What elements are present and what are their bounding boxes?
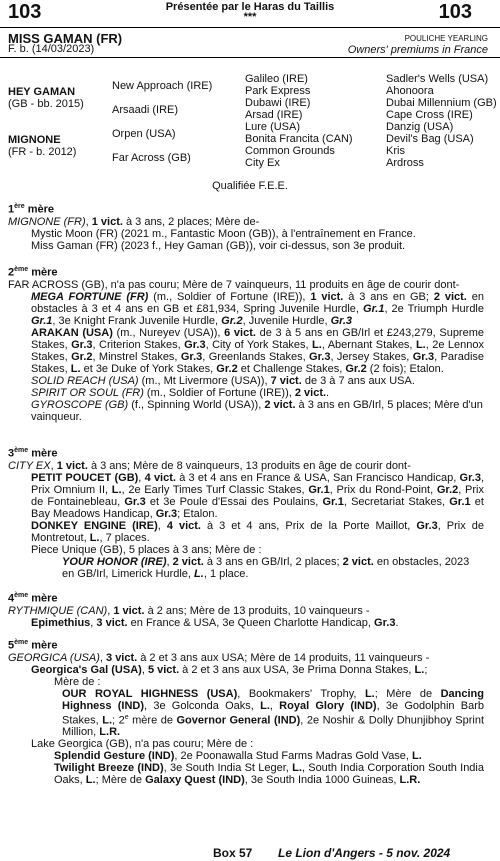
pedigree-g1-3: Far Across (GB) [112,152,191,164]
pedigree-g1-0: New Approach (IRE) [112,80,213,92]
footer-box: Box 57 [213,846,253,860]
produce-epimethius: Epimethius, 3 vict. en France & USA, 3e Queen Charlotte Handicap, Gr.3. [31,616,399,629]
sire-info: (GB - bb. 2015) [8,98,84,110]
section-heading-1: 1ère mère [8,203,54,216]
section-heading-4: 4ème mère [8,592,58,605]
produce-donkey-engine: DONKEY ENGINE (IRE), 4 vict. à 3 et 4 ans, Prix de la Porte Maillot, Gr.3, Prix de Montretout, L., 7 places. [31,519,484,544]
produce-spirit-or-soul: SPIRIT OR SOUL (FR) (m., Soldier of Fortune (IRE)), 2 vict.. [31,386,330,399]
section-first-dam [8,201,484,252]
section-fifth-dam [8,637,484,786]
pedigree-g2-2: Dubawi (IRE) [245,97,311,109]
lot-number-left: 103 [8,1,42,23]
section-fourth-dam [8,590,484,629]
section-second-dam [8,264,484,423]
pedigree-g2-3: Arsad (IRE) [245,109,303,121]
produce-gyroscope: GYROSCOPE (GB) (f., Spinning World (USA)), 2 vict. à 3 ans en GB/Irl, 5 places; Mère d'un vainqueur. [31,398,483,423]
pedigree-g2-5: Bonita Francita (CAN) [245,133,353,145]
fourth-dam-record: RYTHMIQUE (CAN), 1 vict. à 2 ans; Mère de 13 produits, 10 vainqueurs - [8,604,370,617]
pedigree-g3-2: Dubai Millennium (GB) [386,97,497,109]
sire-name: HEY GAMAN [8,86,76,98]
pedigree-g3-0: Sadler's Wells (USA) [386,73,489,85]
produce-your-honor: YOUR HONOR (IRE), 2 vict. à 3 ans en GB/Irl, 2 places; 2 vict. en obstacles, 2023 en GB/Irl, Limerick Hurdle, L., 1 place. [62,555,470,580]
produce-petit-poucet: PETIT POUCET (GB), 4 vict. à 3 et 4 ans en France & USA, San Francisco Handicap, Gr.3, Prix Omnium II, L., 2e Early Times Turf Classic Stakes, Gr.1, Prix du Rond-Point, Gr.2, Prix de Fontainebleau, Gr.3 et 3e Poule d'Essai des Poulains, Gr.1, Secretariat Stakes, Gr.1 et Bay Meadows Handicap, Gr.3; Etalon. [31,471,484,520]
produce-mystic-moon: Mystic Moon (FR) (2021 m., Fantastic Moon (GB)), à l'entraînement en France. [31,227,416,240]
mere-de-1: Mère de : [54,675,101,688]
presenter-text: Présentée par le Haras du Taillis [165,1,335,13]
pedigree-g2-1: Park Express [245,85,311,97]
qualification: Qualifiée F.E.E. [212,180,288,192]
dam-info: (FR - b. 2012) [8,146,77,158]
produce-lake-georgica: Lake Georgica (GB), n'a pas couru; Mère de : [31,738,254,751]
presenter-stars: *** [243,11,257,23]
produce-splendid-gesture: Splendid Gesture (IND), 2e Poonawalla Stud Farms Madras Gold Vase, L. [54,750,422,763]
pedigree-g3-7: Ardross [386,157,424,169]
pedigree-g2-4: Lure (USA) [245,121,301,133]
owners-premiums: Owners' premiums in France [347,44,488,56]
fifth-dam-record: GEORGICA (USA), 3 vict. à 2 et 3 ans aux USA; Mère de 14 produits, 11 vainqueurs - [8,651,430,664]
dam-record: MIGNONE (FR), 1 vict. à 3 ans, 2 places; Mère de- [8,215,260,228]
pedigree-g3-3: Cape Cross (IRE) [386,109,473,121]
pedigree-g2-0: Galileo (IRE) [245,73,308,85]
produce-solid-reach: SOLID REACH (USA) (m., Mt Livermore (USA)), 7 vict. de 3 à 7 ans aux USA. [31,374,415,387]
pedigree-g1-2: Orpen (USA) [112,128,176,140]
section-heading-2: 2ème mère [8,266,58,279]
produce-miss-gaman: Miss Gaman (FR) (2023 f., Hey Gaman (GB)), voir ci-dessus, son 3e produit. [31,239,406,252]
pedigree-g2-6: Common Grounds [245,145,335,157]
footer-sale: Le Lion d'Angers - 5 nov. 2024 [278,846,451,860]
produce-our-royal-highness: OUR ROYAL HIGHNESS (USA), Bookmakers' Trophy, L.; Mère de Dancing Highness (IND), 3e Golconda Oaks, L., Royal Glory (IND), 3e Godolphin Barb Stakes, L.; 2e mère de Governor General (IND), 2e Noshir & Dolly Dhunjibhoy Sprint Million, L.R. [62,687,485,739]
section-heading-3: 3ème mère [8,447,58,460]
presenter-heading [0,2,500,22]
pedigree-g3-1: Ahonoora [386,85,434,97]
horse-name: MISS GAMAN (FR) [8,31,123,46]
pedigree-g3-6: Kris [386,145,405,157]
horse-sex-birth: F. b. (14/03/2023) [8,43,95,55]
section-third-dam [8,445,484,580]
pedigree-g3-4: Danzig (USA) [386,121,454,133]
produce-twilight-breeze: Twilight Breeze (IND), 3e South India St Leger, L., South India Corporation South India Oaks, L.; Mère de Galaxy Quest (IND), 3e South India 1000 Guineas, L.R. [54,762,484,787]
pedigree-g2-7: City Ex [245,157,280,169]
produce-georgicas-gal: Georgica's Gal (USA), 5 vict. à 2 et 3 ans aux USA, 3e Prima Donna Stakes, L.; [31,663,428,676]
lot-number-right: 103 [438,1,472,23]
produce-piece-unique: Piece Unique (GB), 5 places à 3 ans; Mère de : [31,543,262,556]
section-heading-5: 5ème mère [8,639,58,652]
dam-name: MIGNONE [8,134,61,146]
pedigree-rule [0,57,500,58]
produce-arakan: ARAKAN (USA) (m., Nureyev (USA)), 6 vict. de 3 à 5 ans en GB/Irl et £243,279, Supreme Stakes, Gr.3, Criterion Stakes, Gr.3, City of York Stakes, L., Abernant Stakes, L., 2e Lennox Stakes, Gr.2, Minstrel Stakes, Gr.3, Greenlands Stakes, Gr.3, Jersey Stakes, Gr.3, Paradise Stakes, L. et 3e Duke of York Stakes, Gr.2 et Challenge Stakes, Gr.2 (2 fois); Etalon. [31,326,485,375]
second-dam-record: FAR ACROSS (GB), n'a pas couru; Mère de 7 vainqueurs, 11 produits en âge de courir dont- [8,278,460,291]
horse-category: POULICHE YEARLING [404,34,488,43]
top-rule [0,27,500,28]
pedigree-g1-1: Arsaadi (IRE) [112,104,179,116]
pedigree-g3-5: Devil's Bag (USA) [386,133,474,145]
third-dam-record: CITY EX, 1 vict. à 3 ans; Mère de 8 vainqueurs, 13 produits en âge de courir dont- [8,459,411,472]
produce-mega-fortune: MEGA FORTUNE (FR) (m., Soldier of Fortune (IRE)), 1 vict. à 3 ans en GB; 2 vict. en obstacles à 3 et 4 ans en GB et £81,934, Spring Juvenile Hurdle, Gr.1, 2e Triumph Hurdle Gr.1, 3e Knight Frank Juvenile Hurdle, Gr.2, Juvenile Hurdle, Gr.3 [31,290,485,327]
